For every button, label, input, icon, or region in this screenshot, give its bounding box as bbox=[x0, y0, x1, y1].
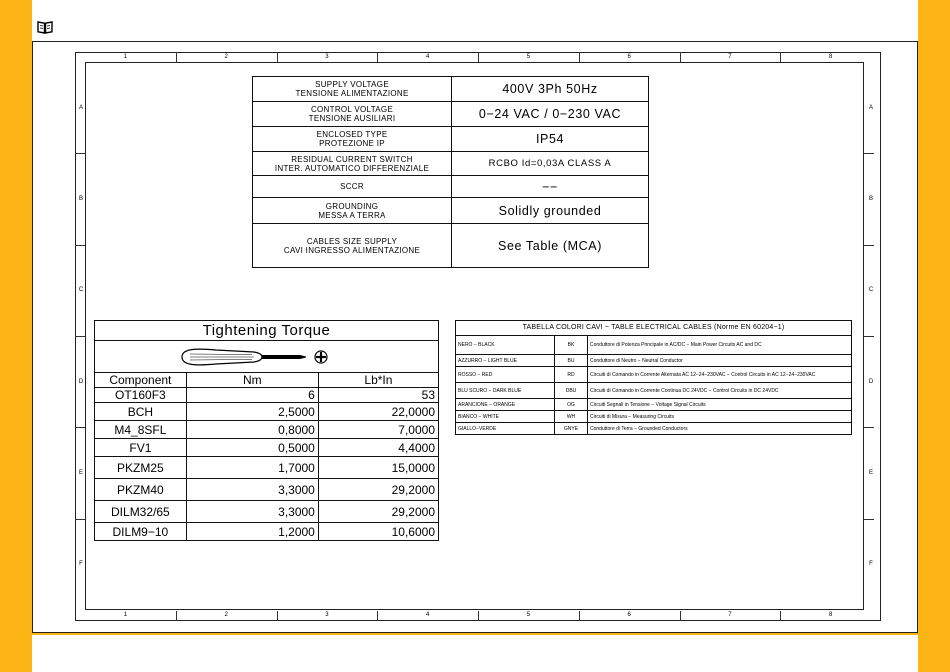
torque-icon-cell bbox=[95, 341, 439, 373]
spec-label-en: RESIDUAL CURRENT SWITCH bbox=[291, 154, 413, 164]
spec-label-en: ENCLOSED TYPE bbox=[316, 130, 388, 139]
torque-lbin: 22,0000 bbox=[318, 403, 438, 421]
spec-value: RCBO Id=0,03A CLASS A bbox=[452, 152, 649, 176]
column-marker: 7 bbox=[728, 612, 732, 618]
column-divider bbox=[176, 611, 177, 621]
cable-color: AZZURRO − LIGHT BLUE bbox=[456, 355, 555, 367]
cable-color: ARANCIONE − ORANGE bbox=[456, 399, 555, 411]
torque-title: Tightening Torque bbox=[95, 321, 439, 341]
spec-row bbox=[253, 102, 649, 127]
torque-row bbox=[95, 421, 439, 439]
cable-description: Circuiti di Comando in Corrente Continua DC 24VDC − Control Circuits in DC 24VDC bbox=[588, 383, 852, 399]
spec-label-en: SCCR bbox=[340, 182, 364, 191]
torque-component: DILM32/65 bbox=[95, 501, 187, 523]
column-divider bbox=[680, 611, 681, 621]
cable-row bbox=[456, 399, 852, 411]
torque-component: OT160F3 bbox=[95, 388, 187, 403]
cable-row bbox=[456, 423, 852, 435]
row-divider bbox=[75, 245, 85, 246]
column-marker: 6 bbox=[627, 54, 631, 60]
torque-component: BCH bbox=[95, 403, 187, 421]
cable-description: Conduttore di Potenza Principale in AC/DC − Main Power Circuits AC and DC bbox=[588, 336, 852, 355]
spec-label bbox=[253, 152, 452, 176]
cable-row bbox=[456, 383, 852, 399]
cable-row bbox=[456, 411, 852, 423]
cable-row bbox=[456, 367, 852, 383]
spec-value: See Table (MCA) bbox=[452, 224, 649, 268]
spec-label bbox=[253, 198, 452, 224]
torque-nm: 6 bbox=[186, 388, 318, 403]
torque-lbin: 53 bbox=[318, 388, 438, 403]
cable-code: BK bbox=[555, 336, 588, 355]
column-divider bbox=[478, 611, 479, 621]
spec-label-it: CAVI INGRESSO ALIMENTAZIONE bbox=[283, 245, 421, 255]
book-icon bbox=[37, 20, 53, 34]
row-divider bbox=[864, 519, 874, 520]
row-marker: D bbox=[78, 378, 84, 385]
row-marker: F bbox=[869, 561, 873, 568]
row-marker: C bbox=[868, 287, 874, 294]
row-marker: F bbox=[79, 561, 83, 568]
spec-label bbox=[253, 176, 452, 198]
torque-component: M4_8SFL bbox=[95, 421, 187, 439]
torque-header-nm: Nm bbox=[186, 373, 318, 388]
cables-title: TABELLA COLORI CAVI − TABLE ELECTRICAL CABLES (Norme EN 60204−1) bbox=[456, 321, 852, 336]
row-divider bbox=[864, 245, 874, 246]
torque-lbin: 15,0000 bbox=[318, 457, 438, 479]
column-divider bbox=[579, 52, 580, 62]
torque-lbin: 7,0000 bbox=[318, 421, 438, 439]
column-marker: 5 bbox=[526, 612, 531, 618]
column-marker: 5 bbox=[526, 54, 531, 60]
cable-code: RD bbox=[555, 367, 588, 383]
column-marker: 3 bbox=[325, 612, 329, 618]
row-marker: E bbox=[868, 470, 873, 476]
torque-lbin: 10,6000 bbox=[318, 523, 438, 541]
column-divider bbox=[377, 611, 378, 621]
cable-code: WH bbox=[555, 411, 588, 423]
cable-description: Conduttore di Terra − Grounded Conductors bbox=[588, 423, 852, 435]
row-divider bbox=[864, 336, 874, 337]
torque-row bbox=[95, 501, 439, 523]
spec-row bbox=[253, 224, 649, 268]
torque-header-component: Component bbox=[95, 373, 187, 388]
spec-label-en: SUPPLY VOLTAGE bbox=[315, 80, 389, 89]
row-marker: A bbox=[868, 104, 873, 111]
torque-row bbox=[95, 439, 439, 457]
specifications-table bbox=[252, 76, 649, 268]
bottom-accent-rule bbox=[32, 633, 918, 635]
column-divider bbox=[176, 52, 177, 62]
torque-nm: 1,7000 bbox=[186, 457, 318, 479]
spec-label-it: TENSIONE ALIMENTAZIONE bbox=[295, 89, 409, 98]
row-marker: C bbox=[78, 287, 84, 294]
torque-row bbox=[95, 523, 439, 541]
column-divider bbox=[680, 52, 681, 62]
column-divider bbox=[478, 52, 479, 62]
screwdriver-icon bbox=[176, 344, 336, 370]
tightening-torque-table bbox=[94, 320, 439, 541]
cable-code: DBU bbox=[555, 383, 588, 399]
torque-row bbox=[95, 479, 439, 501]
torque-row bbox=[95, 403, 439, 421]
column-divider bbox=[579, 611, 580, 621]
row-divider bbox=[864, 427, 874, 428]
row-divider bbox=[75, 336, 85, 337]
spec-value: Solidly grounded bbox=[452, 198, 649, 224]
torque-nm: 3,3000 bbox=[186, 479, 318, 501]
torque-component: FV1 bbox=[95, 439, 187, 457]
row-divider bbox=[864, 153, 874, 154]
spec-row bbox=[253, 152, 649, 176]
torque-nm: 1,2000 bbox=[186, 523, 318, 541]
torque-lbin: 29,2000 bbox=[318, 479, 438, 501]
torque-nm: 3,3000 bbox=[186, 501, 318, 523]
cable-code: BU bbox=[555, 355, 588, 367]
column-divider bbox=[780, 52, 781, 62]
column-divider bbox=[277, 611, 278, 621]
cable-row bbox=[456, 355, 852, 367]
torque-nm: 2,5000 bbox=[186, 403, 318, 421]
spec-label-it: PROTEZIONE IP bbox=[319, 139, 385, 148]
row-marker: D bbox=[868, 378, 874, 385]
cable-code: GNYE bbox=[555, 423, 588, 435]
spec-label-it: MESSA A TERRA bbox=[318, 210, 386, 220]
column-marker: 1 bbox=[123, 54, 128, 60]
spec-label bbox=[253, 224, 452, 268]
row-divider bbox=[75, 519, 85, 520]
torque-component: DILM9−10 bbox=[95, 523, 187, 541]
column-marker: 2 bbox=[224, 54, 228, 60]
cable-color: BLU SCURO − DARK BLUE bbox=[456, 383, 555, 399]
column-divider bbox=[277, 52, 278, 62]
torque-header-lbin: Lb*In bbox=[318, 373, 438, 388]
row-marker: B bbox=[78, 196, 83, 202]
cable-color: BIANCO − WHITE bbox=[456, 411, 555, 423]
cable-code: OG bbox=[555, 399, 588, 411]
spec-label-en: CABLES SIZE SUPPLY bbox=[306, 236, 398, 246]
torque-row bbox=[95, 457, 439, 479]
torque-nm: 0,8000 bbox=[186, 421, 318, 439]
cable-color: GIALLO−VERDE bbox=[456, 423, 555, 435]
column-marker: 4 bbox=[425, 612, 430, 618]
cable-description: Circuiti Segnali in Tensione − Voltage Signal Circuits bbox=[588, 399, 852, 411]
right-accent-bar bbox=[918, 0, 950, 672]
column-marker: 7 bbox=[728, 54, 732, 60]
column-marker: 2 bbox=[224, 612, 228, 618]
spec-label bbox=[253, 127, 452, 152]
torque-lbin: 4,4000 bbox=[318, 439, 438, 457]
spec-value: 0−24 VAC / 0−230 VAC bbox=[452, 102, 649, 127]
spec-value: −− bbox=[452, 176, 649, 198]
column-marker: 1 bbox=[123, 612, 128, 618]
row-marker: A bbox=[78, 104, 83, 111]
row-marker: B bbox=[868, 196, 873, 202]
spec-row bbox=[253, 127, 649, 152]
cable-description: Conduttore di Neutro − Neutral Conductor bbox=[588, 355, 852, 367]
torque-nm: 0,5000 bbox=[186, 439, 318, 457]
spec-value: 400V 3Ph 50Hz bbox=[452, 77, 649, 102]
spec-label-it: INTER. AUTOMATICO DIFFERENZIALE bbox=[274, 163, 430, 173]
column-marker: 8 bbox=[828, 612, 833, 618]
spec-label bbox=[253, 102, 452, 127]
column-marker: 6 bbox=[627, 612, 631, 618]
left-accent-bar bbox=[0, 0, 32, 672]
cable-description: Circuiti di Misura − Measuring Circuits bbox=[588, 411, 852, 423]
spec-value: IP54 bbox=[452, 127, 649, 152]
row-marker: E bbox=[78, 470, 83, 476]
column-marker: 3 bbox=[325, 54, 329, 60]
column-divider bbox=[780, 611, 781, 621]
cable-description: Circuiti di Comando in Corrente Alternata AC 12−24−230VAC − Control Circuits in AC 12−24−230VAC bbox=[588, 367, 852, 383]
torque-component: PKZM25 bbox=[95, 457, 187, 479]
cable-color: ROSSO − RED bbox=[456, 367, 555, 383]
cable-row bbox=[456, 336, 852, 355]
torque-row bbox=[95, 388, 439, 403]
spec-label bbox=[253, 77, 452, 102]
spec-row bbox=[253, 176, 649, 198]
torque-lbin: 29,2000 bbox=[318, 501, 438, 523]
spec-label-en: CONTROL VOLTAGE bbox=[310, 105, 394, 114]
torque-component: PKZM40 bbox=[95, 479, 187, 501]
spec-row bbox=[253, 77, 649, 102]
row-divider bbox=[75, 427, 85, 428]
spec-label-en: GROUNDING bbox=[325, 201, 379, 211]
row-divider bbox=[75, 153, 85, 154]
column-divider bbox=[377, 52, 378, 62]
cable-color: NERO − BLACK bbox=[456, 336, 555, 355]
cable-colors-table bbox=[455, 320, 852, 435]
column-marker: 8 bbox=[828, 54, 833, 60]
spec-row bbox=[253, 198, 649, 224]
column-marker: 4 bbox=[425, 54, 430, 60]
spec-label-it: TENSIONE AUSILIARI bbox=[308, 114, 396, 123]
